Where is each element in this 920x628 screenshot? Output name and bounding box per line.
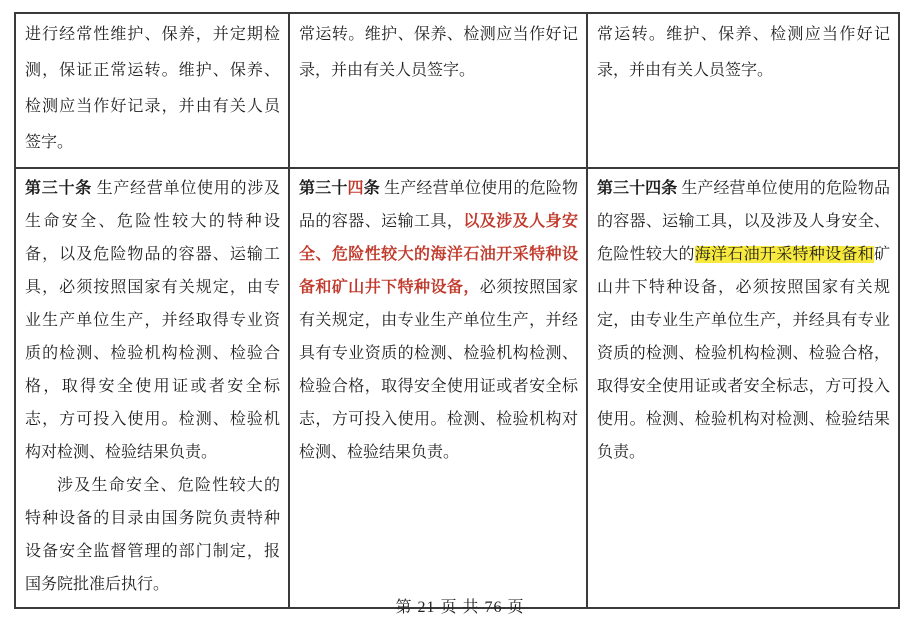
- paragraph: [597, 17, 890, 89]
- paragraph: [299, 17, 578, 89]
- paragraph: [597, 172, 890, 469]
- article-number: 条: [363, 180, 380, 197]
- text-segment: 生产经营单位使用的危险物品的容器、运输工具，以及涉及人身安全、危险性较大的: [597, 180, 890, 263]
- table-cell-new-law-continuation: [587, 13, 899, 168]
- table-cell-article-34-new: [587, 168, 899, 608]
- text-segment: 生产经营单位使用的危险物品的容器、运输工具，: [299, 180, 578, 230]
- redline-text: 以及涉及人身安全、危险性较大的海洋石油开采特种设备和矿山井下特种设备，: [299, 213, 578, 296]
- table-row: [15, 13, 899, 168]
- text-segment: 涉及生命安全、危险性较大的特种设备的目录由国务院负责特种设备安全监督管理的部门制定，报国务院批准后执行。: [25, 477, 280, 593]
- table-cell-article-34-redline: [289, 168, 587, 608]
- text-segment: 生产经营单位使用的涉及生命安全、危险性较大的特种设备，以及危险物品的容器、运输工具，必须按照国家有关规定，由专业生产单位生产，并经取得专业资质的检测、检验机构检测、检验合格，取得安全使用证或者安全标志，方可投入使用。检测、检验机构对检测、检验结果负责。: [25, 180, 280, 461]
- article-number: 第三十四条: [597, 180, 678, 197]
- article-number: 第三十: [299, 180, 348, 197]
- article-number: 第三十条: [25, 180, 92, 197]
- table-row: [15, 168, 899, 608]
- table-cell-old-law-continuation: [15, 13, 289, 168]
- page-number: 第 21 页 共 76 页: [395, 599, 525, 616]
- table-cell-redline-continuation: [289, 13, 587, 168]
- text-segment: 常运转。维护、保养、检测应当作好记录，并由有关人员签字。: [299, 26, 578, 79]
- paragraph: [25, 469, 280, 601]
- text-segment: 进行经常性维护、保养，并定期检测，保证正常运转。维护、保养、检测应当作好记录，并由有关人员签字。: [25, 26, 280, 151]
- text-segment: 矿山井下特种设备，必须按照国家有关规定，由专业生产单位生产，并经具有专业资质的检测、检验机构检测、检验合格，取得安全使用证或者安全标志，方可投入使用。检测、检验机构对检测、检验结果负责。: [597, 246, 890, 461]
- paragraph: [25, 17, 280, 161]
- paragraph: [25, 172, 280, 469]
- comparison-table: [14, 12, 900, 609]
- text-segment: 常运转。维护、保养、检测应当作好记录，并由有关人员签字。: [597, 26, 890, 79]
- redline-text: 四: [347, 180, 364, 197]
- table-cell-article-30-old: [15, 168, 289, 608]
- highlighted-text: 海洋石油开采特种设备和: [694, 246, 874, 263]
- paragraph: [299, 172, 578, 469]
- text-segment: 必须按照国家有关规定，由专业生产单位生产，并经具有专业资质的检测、检验机构检测、检验合格，取得安全使用证或者安全标志，方可投入使用。检测、检验机构对检测、检验结果负责。: [299, 279, 578, 461]
